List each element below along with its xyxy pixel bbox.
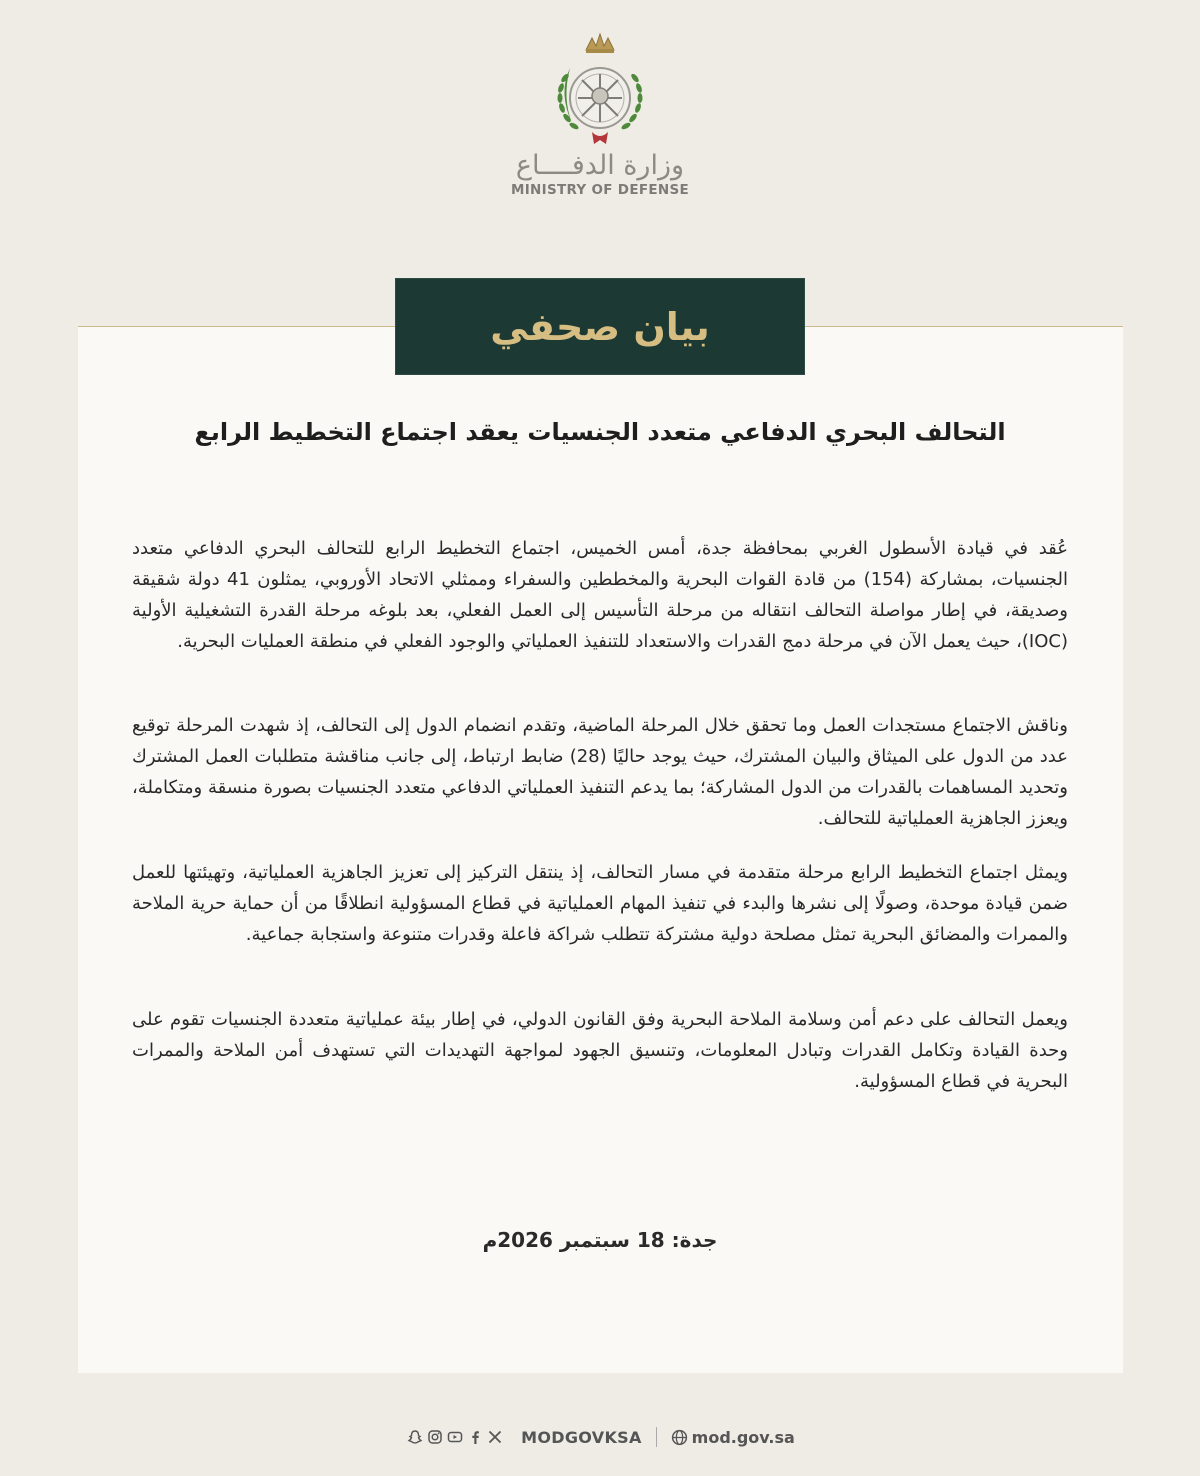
body-paragraph-4: ويعمل التحالف على دعم أمن وسلامة الملاحة البحرية وفق القانون الدولي، في إطار بيئة عملياتية متعددة الجنسيات تقوم على وحدة القيادة وتكامل القدرات وتبادل المعلومات، وتنسيق الجهود لمواجهة التهديدات التي تستهدف أمن الملاحة والممرات البحرية في قطاع المسؤولية. [132,1009,1068,1092]
ministry-name-english: MINISTRY OF DEFENSE [510,182,690,198]
facebook-icon[interactable] [467,1429,483,1445]
statement-headline: التحالف البحري الدفاعي متعدد الجنسيات يعقد اجتماع التخطيط الرابع [194,418,1006,446]
ministry-emblem [540,28,660,153]
social-footer [400,1422,800,1452]
globe-icon [671,1429,688,1446]
instagram-icon[interactable] [427,1429,443,1445]
website-link[interactable]: mod.gov.sa [691,1427,795,1447]
dateline: جدة: 18 سبتمبر 2026م [482,1228,718,1252]
snapchat-icon[interactable] [407,1429,423,1445]
x-icon[interactable] [487,1429,503,1445]
body-paragraph-1: عُقد في قيادة الأسطول الغربي بمحافظة جدة، أمس الخميس، اجتماع التخطيط الرابع للتحالف البحري الدفاعي متعدد الجنسيات، بمشاركة (154) من قادة القوات البحرية والمخططين والسفراء وممثلي الاتحاد الأوروبي، يمثلون 41 دولة شقيقة وصديقة، في إطار مواصلة التحالف انتقاله من مرحلة التأسيس إلى العمل الفعلي، بعد بلوغه مرحلة القدرة التشغيلية الأولية (IOC)، حيث يعمل الآن في مرحلة دمج القدرات والاستعداد للتنفيذ العملياتي والوجود الفعلي في منطقة العمليات البحرية. [132,538,1068,652]
statement-card [78,327,1123,1373]
footer-divider [656,1427,657,1447]
ministry-name-arabic: وزارة الدفــــاع [515,150,685,181]
youtube-icon[interactable] [447,1429,463,1445]
crown-icon [586,34,614,53]
body-paragraph-2: وناقش الاجتماع مستجدات العمل وما تحقق خلال المرحلة الماضية، وتقدم انضمام الدول إلى التحالف، إذ شهدت المرحلة توقيع عدد من الدول على الميثاق والبيان المشترك، حيث يوجد حاليًا (28) ضابط ارتباط، إلى جانب مناقشة متطلبات العمل المشترك وتحديد المساهمات بالقدرات من الدول المشاركة؛ بما يدعم التنفيذ العملياتي الدفاعي متعدد الجنسيات بصورة منسقة ومتكاملة، ويعزز الجاهزية العملياتية للتحالف. [132,715,1068,829]
social-handle[interactable]: MODGOVKSA [521,1427,642,1447]
press-release-banner: بيان صحفي [395,278,805,375]
body-paragraph-3: ويمثل اجتماع التخطيط الرابع مرحلة متقدمة في مسار التحالف، إذ ينتقل التركيز إلى تعزيز الجاهزية العملياتية، وتهيئتها للعمل ضمن قيادة موحدة، وصولًا إلى نشرها والبدء في تنفيذ المهام العملياتية في قطاع المسؤولية انطلاقًا من أن حماية حرية الملاحة والممرات والمضائق البحرية تمثل مصلحة دولية مشتركة تتطلب شراكة فاعلة وقدرات متنوعة واستجابة جماعية. [132,862,1068,945]
